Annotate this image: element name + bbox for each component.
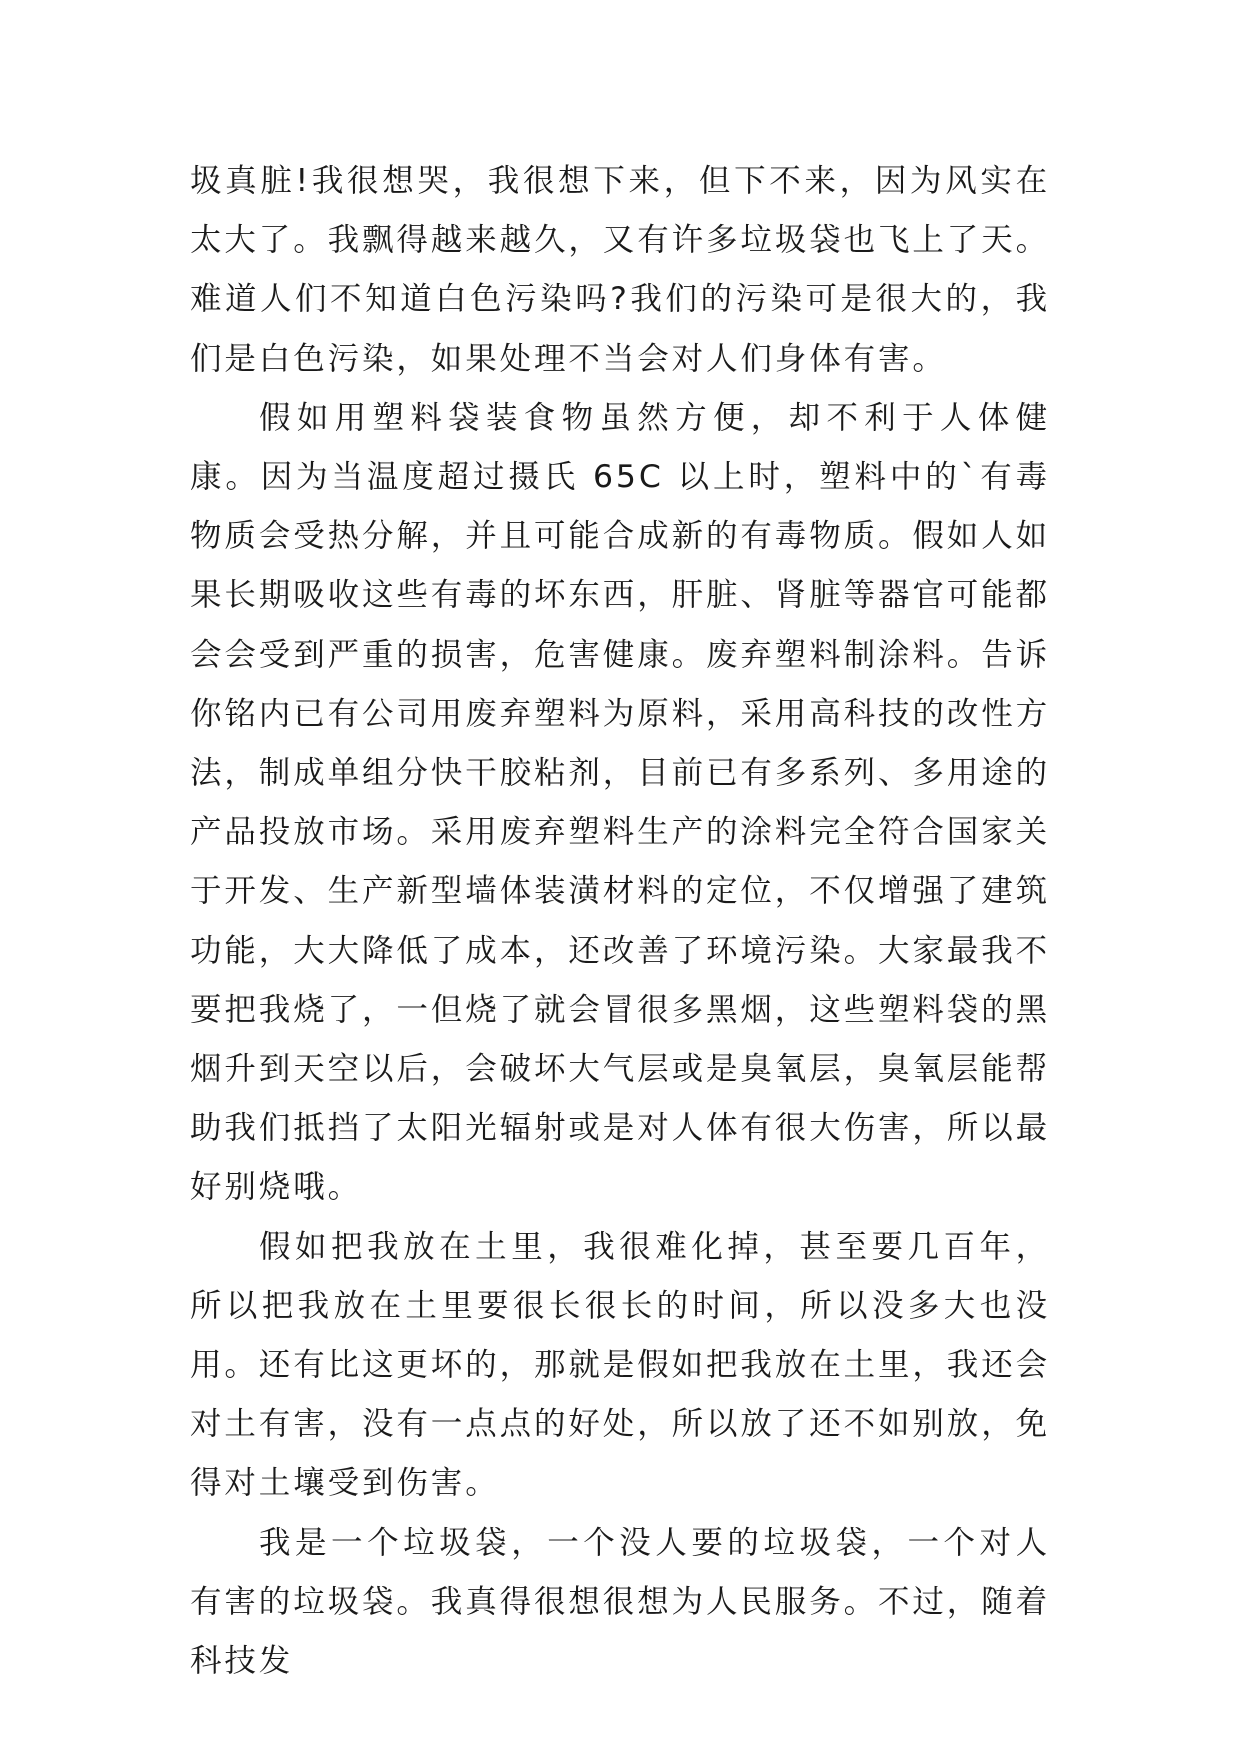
- document-body: [190, 152, 1050, 1691]
- paragraph: 假如把我放在土里，我很难化掉，甚至要几百年，所以把我放在土里要很长很长的时间，所以没多大也没用。还有比这更坏的，那就是假如把我放在土里，我还会对土有害，没有一点点的好处，所以放了还不如别放，免得对土壤受到伤害。: [190, 1228, 1051, 1502]
- paragraph: 假如用塑料袋装食物虽然方便，却不利于人体健康。因为当温度超过摄氏 65C 以上时，塑料中的`有毒物质会受热分解，并且可能合成新的有毒物质。假如人如果长期吸收这些有毒的坏东西，肝脏、肾脏等器官可能都会会受到严重的损害，危害健康。废弃塑料制涂料。告诉你铭内已有公司用废弃塑料为原料，采用高科技的改性方法，制成单组分快干胶粘剂，目前已有多系列、多用途的产品投放市场。采用废弃塑料生产的涂料完全符合国家关于开发、生产新型墙体装潢材料的定位，不仅增强了建筑功能，大大降低了成本，还改善了环境污染。大家最我不要把我烧了，一但烧了就会冒很多黑烟，这些塑料袋的黑烟升到天空以后，会破坏大气层或是臭氧层，臭氧层能帮助我们抵挡了太阳光辐射或是对人体有很大伤害，所以最好别烧哦。: [190, 399, 1051, 1206]
- paragraph: 我是一个垃圾袋，一个没人要的垃圾袋，一个对人有害的垃圾袋。我真得很想很想为人民服务。不过，随着科技发: [190, 1524, 1051, 1680]
- paragraph: 圾真脏!我很想哭，我很想下来，但下不来，因为风实在太大了。我飘得越来越久，又有许多垃圾袋也飞上了天。难道人们不知道白色污染吗?我们的污染可是很大的，我们是白色污染，如果处理不当会对人们身体有害。: [190, 163, 1051, 377]
